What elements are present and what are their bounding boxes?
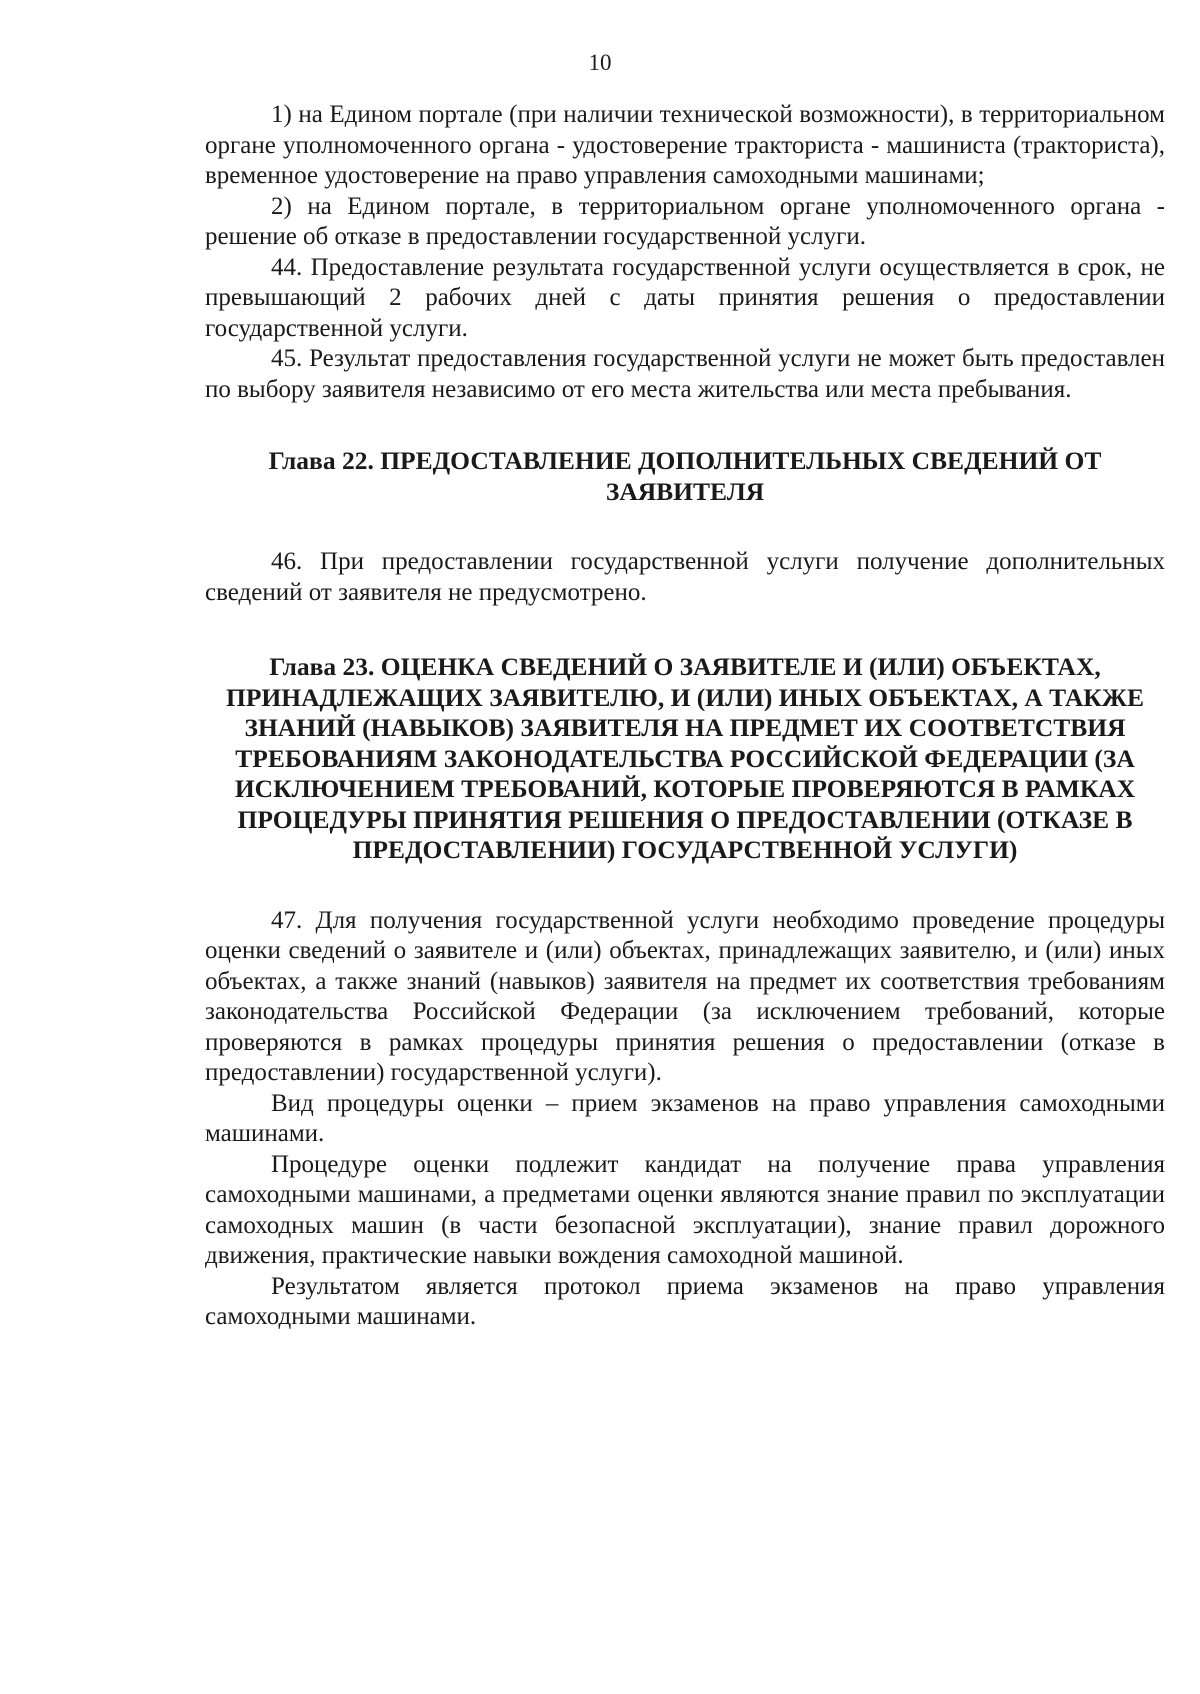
paragraph-44: 44. Предоставление результата государственной услуги осуществляется в срок, не превышающий 2 рабочих дней с даты принятия решения о предоставлении государственной услуги.	[205, 253, 1165, 342]
paragraph-assessment-subject: Процедуре оценки подлежит кандидат на получение права управления самоходными машинами, а предметами оценки являются знание правил по эксплуатации самоходных машин (в части безопасной эксплуатации), знание правил дорожного движения, практические навыки вождения самоходной машиной.	[205, 1150, 1165, 1269]
paragraph-result-refusal: 2) на Едином портале, в территориальном органе уполномоченного органа - решение об отказе в предоставлении государственной услуги.	[205, 192, 1165, 250]
paragraph-result-issued: 1) на Едином портале (при наличии технической возможности), в территориальном органе уполномоченного органа - удостоверение тракториста - машиниста (тракториста), временное удостоверение на право управления самоходными машинами;	[205, 101, 1165, 189]
page-content	[205, 100, 1165, 1333]
paragraph-assessment-type: Вид процедуры оценки – прием экзаменов на право управления самоходными машинами.	[205, 1089, 1165, 1147]
paragraph-assessment-result: Результатом является протокол приема экзаменов на право управления самоходными машинами.	[205, 1272, 1165, 1330]
page-number: 10	[588, 50, 612, 75]
paragraph-45: 45. Результат предоставления государственной услуги не может быть предоставлен по выбору заявителя независимо от его места жительства или места пребывания.	[205, 345, 1165, 403]
paragraph-47: 47. Для получения государственной услуги необходимо проведение процедуры оценки сведений о заявителе и (или) объектах, принадлежащих заявителю, и (или) иных объектах, а также знаний (навыков) заявителя на предмет их соответствия требованиям законодательства Российской Федерации (за исключением требований, которые проверяются в рамках процедуры принятия решения о предоставлении (отказе в предоставлении) государственной услуги).	[205, 906, 1165, 1086]
chapter-23-heading: Глава 23. ОЦЕНКА СВЕДЕНИЙ О ЗАЯВИТЕЛЕ И (ИЛИ) ОБЪЕКТАХ, ПРИНАДЛЕЖАЩИХ ЗАЯВИТЕЛЮ, И (ИЛИ) ИНЫХ ОБЪЕКТАХ, А ТАКЖЕ ЗНАНИЙ (НАВЫКОВ) ЗАЯВИТЕЛЯ НА ПРЕДМЕТ ИХ СООТВЕТСТВИЯ ТРЕБОВАНИЯМ ЗАКОНОДАТЕЛЬСТВА РОССИЙСКОЙ ФЕДЕРАЦИИ (ЗА ИСКЛЮЧЕНИЕМ ТРЕБОВАНИЙ, КОТОРЫЕ ПРОВЕРЯЮТСЯ В РАМКАХ ПРОЦЕДУРЫ ПРИНЯТИЯ РЕШЕНИЯ О ПРЕДОСТАВЛЕНИИ (ОТКАЗЕ В ПРЕДОСТАВЛЕНИИ) ГОСУДАРСТВЕННОЙ УСЛУГИ)	[225, 652, 1145, 864]
paragraph-46: 46. При предоставлении государственной услуги получение дополнительных сведений от заявителя не предусмотрено.	[205, 548, 1165, 606]
chapter-22-heading: Глава 22. ПРЕДОСТАВЛЕНИЕ ДОПОЛНИТЕЛЬНЫХ СВЕДЕНИЙ ОТ ЗАЯВИТЕЛЯ	[268, 446, 1102, 506]
